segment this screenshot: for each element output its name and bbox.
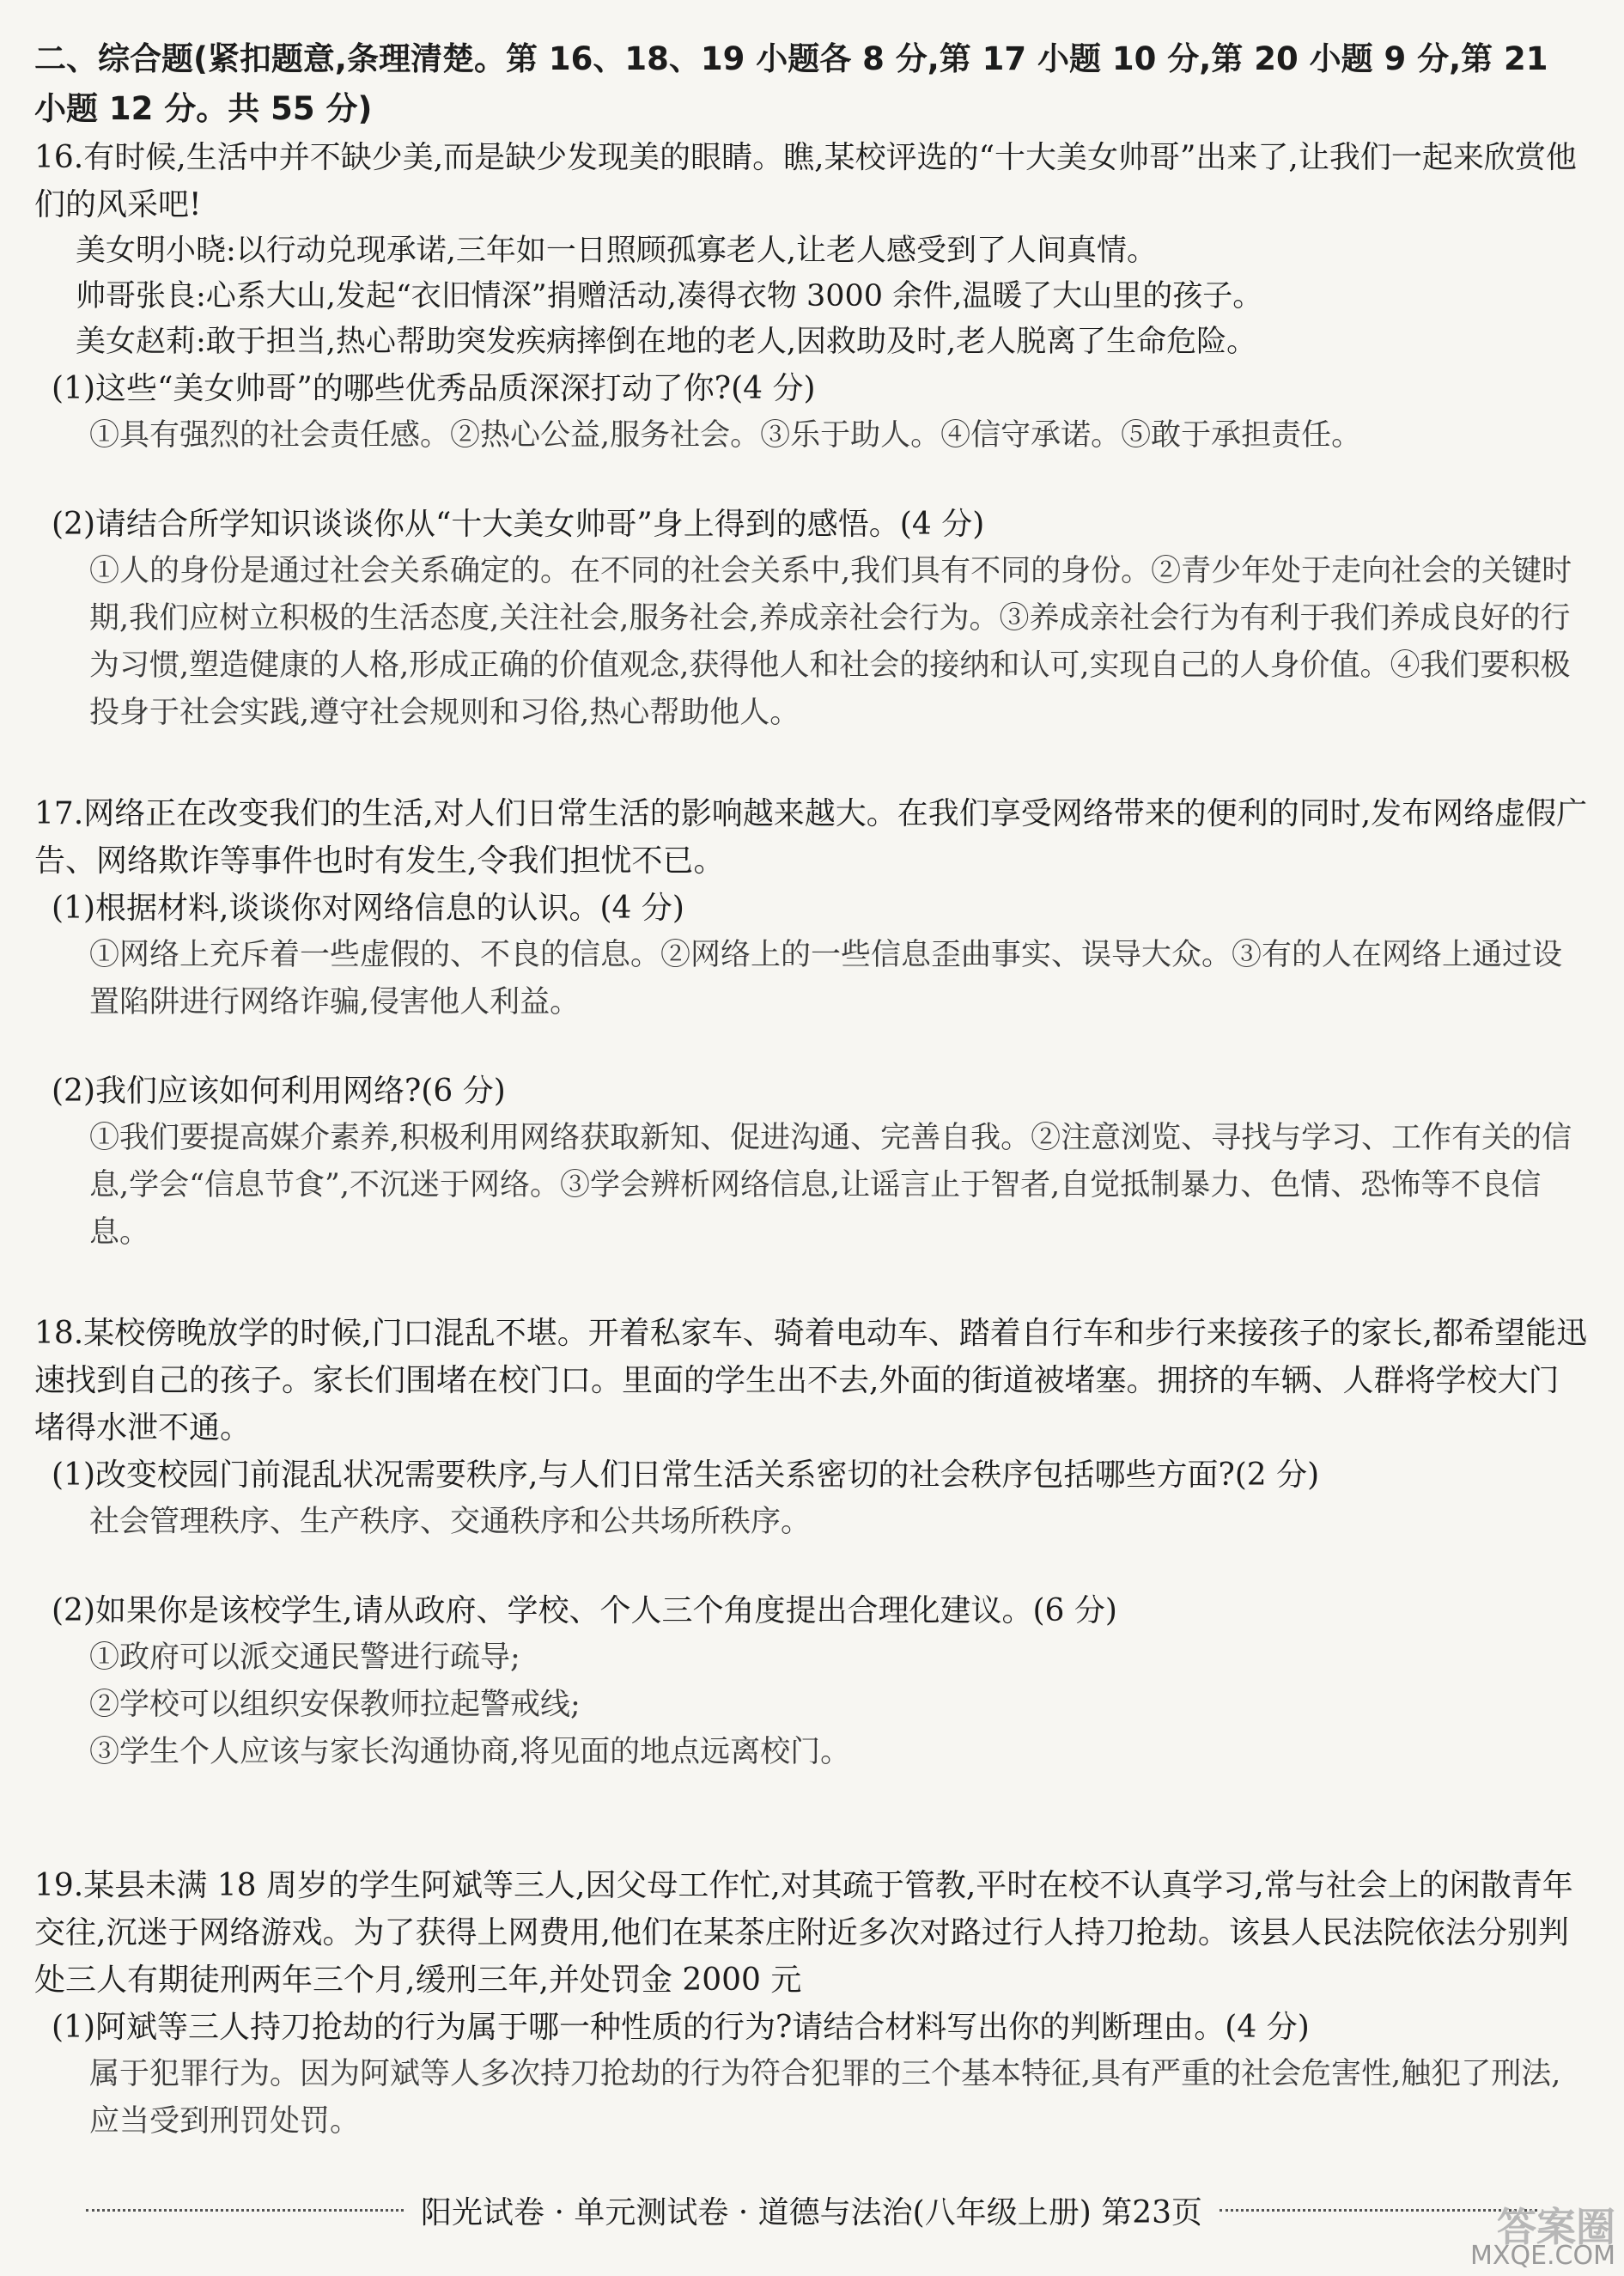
- question-16-material-2: 帅哥张良:心系大山,发起“衣旧情深”捐赠活动,凑得衣物 3000 余件,温暖了大山里的孩子。: [76, 279, 1263, 313]
- question-16-material-1: 美女明小晓:以行动兑现承诺,三年如一日照顾孤寡老人,让老人感受到了人间真情。: [76, 234, 1158, 268]
- question-18: [34, 1310, 1589, 1776]
- question-16-answer-2: ①人的身份是通过社会关系确定的。在不同的社会关系中,我们具有不同的身份。②青少年处于走向社会的关键时期,我们应树立积极的生活态度,关注社会,服务社会,养成亲社会行为。③养成亲社会行为有利于我们养成良好的行为习惯,塑造健康的人格,形成正确的价值观念,获得他人和社会的接纳和认可,实现自己的人身价值。④我们要积极投身于社会实践,遵守社会规则和习俗,热心帮助他人。: [89, 554, 1572, 730]
- question-17: [34, 790, 1589, 1257]
- question-18-sub-1: (1)改变校园门前混乱状况需要秩序,与人们日常生活关系密切的社会秩序包括哪些方面?(2 分): [52, 1457, 1320, 1493]
- question-16-answer-1: ①具有强烈的社会责任感。②热心公益,服务社会。③乐于助人。④信守承诺。⑤敢于承担责任。: [89, 418, 1362, 453]
- question-18-sub-2: (2)如果你是该校学生,请从政府、学校、个人三个角度提出合理化建议。(6 分): [52, 1593, 1117, 1628]
- question-16-sub-1: (1)这些“美女帅哥”的哪些优秀品质深深打动了你?(4 分): [52, 371, 816, 406]
- question-18-answer-2-line-2: ②学校可以组织安保教师拉起警戒线;: [89, 1688, 581, 1722]
- question-16-material-3: 美女赵莉:敢于担当,热心帮助突发疾病摔倒在地的老人,因救助及时,老人脱离了生命危险。: [76, 325, 1257, 359]
- question-19-answer-1: 属于犯罪行为。因为阿斌等人多次持刀抢劫的行为符合犯罪的三个基本特征,具有严重的社会危害性,触犯了刑法,应当受到刑罚处罚。: [89, 2057, 1561, 2139]
- question-18-answer-2-line-1: ①政府可以派交通民警进行疏导;: [89, 1640, 520, 1675]
- footer-rule-right: [1220, 2209, 1537, 2212]
- question-18-answer-2-line-3: ③学生个人应该与家长沟通协商,将见面的地点远离校门。: [89, 1735, 851, 1769]
- question-19-stem: 19.某县未满 18 周岁的学生阿斌等三人,因父母工作忙,对其疏于管教,平时在校不认真学习,常与社会上的闲散青年交往,沉迷于网络游戏。为了获得上网费用,他们在某茶庄附近多次对路过行人持刀抢劫。该县人民法院依法分别判处三人有期徒刑两年三个月,缓刑三年,并处罚金 2000 元: [34, 1868, 1573, 1998]
- footer-rule-left: [86, 2209, 404, 2212]
- question-17-sub-2: (2)我们应该如何利用网络?(6 分): [52, 1074, 506, 1109]
- question-19-sub-1: (1)阿斌等三人持刀抢劫的行为属于哪一种性质的行为?请结合材料写出你的判断理由。(4 分): [52, 2010, 1310, 2045]
- question-16: [34, 134, 1589, 737]
- question-17-stem: 17.网络正在改变我们的生活,对人们日常生活的影响越来越大。在我们享受网络带来的便利的同时,发布网络虚假广告、网络欺诈等事件也时有发生,令我们担忧不已。: [34, 796, 1588, 879]
- question-16-stem: 16.有时候,生活中并不缺少美,而是缺少发现美的眼睛。瞧,某校评选的“十大美女帅哥”出来了,让我们一起来欣赏他们的风采吧!: [34, 140, 1577, 222]
- site-watermark: [1470, 2204, 1615, 2271]
- question-17-sub-1: (1)根据材料,谈谈你对网络信息的认识。(4 分): [52, 891, 684, 926]
- question-16-sub-2: (2)请结合所学知识谈谈你从“十大美女帅哥”身上得到的感悟。(4 分): [52, 507, 985, 542]
- footer-text: 阳光试卷 · 单元测试卷 · 道德与法治(八年级上册) 第23页: [421, 2195, 1203, 2230]
- exam-page: [34, 34, 1589, 2145]
- section-title: 二、综合题(紧扣题意,条理清楚。第 16、18、19 小题各 8 分,第 17 小题 10 分,第 20 小题 9 分,第 21 小题 12 分。共 55 分): [34, 40, 1548, 127]
- question-18-stem: 18.某校傍晚放学的时候,门口混乱不堪。开着私家车、骑着电动车、踏着自行车和步行来接孩子的家长,都希望能迅速找到自己的孩子。家长们围堵在校门口。里面的学生出不去,外面的街道被堵塞。拥挤的车辆、人群将学校大门堵得水泄不通。: [34, 1316, 1588, 1445]
- watermark-url: MXQE.COM: [1470, 2241, 1615, 2271]
- watermark-logo: 答案圈: [1497, 2204, 1615, 2250]
- question-17-answer-2: ①我们要提高媒介素养,积极利用网络获取新知、促进沟通、完善自我。②注意浏览、寻找与学习、工作有关的信息,学会“信息节食”,不沉迷于网络。③学会辨析网络信息,让谣言止于智者,自觉抵制暴力、色情、恐怖等不良信息。: [89, 1121, 1572, 1250]
- question-19: [34, 1862, 1589, 2145]
- page-footer: [86, 2188, 1537, 2232]
- question-18-answer-1: 社会管理秩序、生产秩序、交通秩序和公共场所秩序。: [89, 1505, 812, 1539]
- question-17-answer-1: ①网络上充斥着一些虚假的、不良的信息。②网络上的一些信息歪曲事实、误导大众。③有的人在网络上通过设置陷阱进行网络诈骗,侵害他人利益。: [89, 938, 1563, 1019]
